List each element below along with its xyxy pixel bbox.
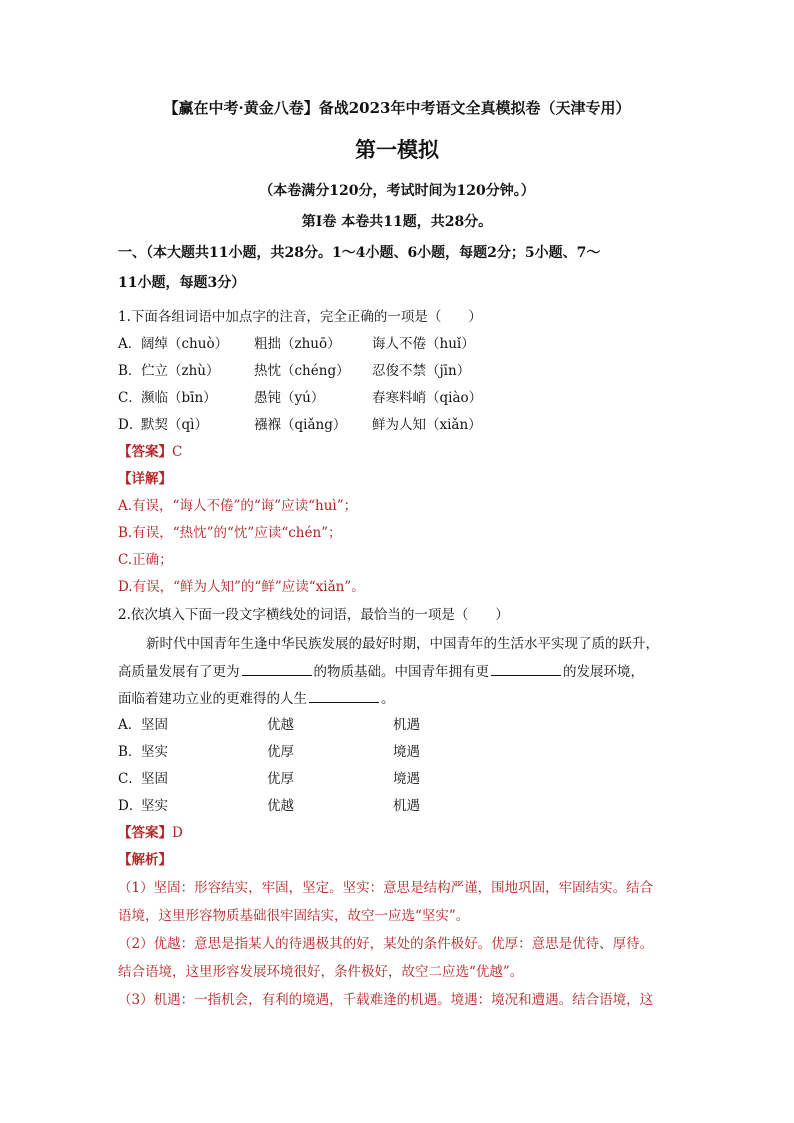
exam-title: 【赢在中考·黄金八卷】备战2023年中考语文全真模拟卷（天津专用） <box>163 99 631 117</box>
question-2-analysis-line3: （2）优越：意思是指某人的待遇极其的好，某处的条件极好。优厚：意思是优待、厚待。 <box>118 936 654 952</box>
option-word: 热忱（chéng） <box>254 363 350 379</box>
option-label: D． <box>118 798 143 814</box>
answer-tag: 【答案】 <box>118 444 172 460</box>
question-1-stem: 1.下面各组词语中加点字的注音，完全正确的一项是（ ） <box>118 309 482 325</box>
option-word: 阔绰（chuò） <box>141 336 229 352</box>
question-2-passage-line2 <box>118 660 644 680</box>
option-word: 春寒料峭（qiào） <box>372 390 483 406</box>
option-word: 粗拙（zhuō） <box>254 336 341 352</box>
fill-blank-2 <box>491 661 561 676</box>
fill-blank-1 <box>242 661 312 676</box>
option-word: 优厚 <box>267 771 294 787</box>
option-word: 优越 <box>267 717 294 733</box>
question-2-passage-line1: 新时代中国青年生逢中华民族发展的最好时期，中国青年的生活水平实现了质的跃升， <box>146 636 659 652</box>
option-word: 坚固 <box>141 717 168 733</box>
question-2-analysis-line1: （1）坚固：形容结实，牢固，坚定。坚实：意思是结构严谨，围地巩固，牢固结实。结合 <box>118 880 654 896</box>
option-word: 优越 <box>267 798 294 814</box>
option-word: 默契（qì） <box>141 417 208 433</box>
option-word: 坚实 <box>141 744 168 760</box>
score-note: （本卷满分120分，考试时间为120分钟。） <box>259 183 535 199</box>
option-label: A． <box>118 336 142 352</box>
option-word: 襁褓（qiǎng） <box>254 417 347 433</box>
option-word: 诲人不倦（huǐ） <box>372 336 475 352</box>
option-word: 机遇 <box>393 717 420 733</box>
option-word: 境遇 <box>393 744 420 760</box>
question-1-detail-b: B.有误，“热忱”的“忱”应读“chén”； <box>118 525 342 541</box>
question-2-passage-line3 <box>118 687 395 707</box>
option-word: 境遇 <box>393 771 420 787</box>
passage-text: 。 <box>381 691 395 707</box>
question-1-detail-d: D.有误，“鲜为人知”的“鲜”应读“xiǎn”。 <box>118 579 365 595</box>
option-word: 鲜为人知（xiǎn） <box>372 417 482 433</box>
option-word: 愚钝（yú） <box>254 390 325 406</box>
option-label: D． <box>118 417 143 433</box>
answer-value: C <box>172 444 183 460</box>
question-2-stem: 2.依次填入下面一段文字横线处的词语，最恰当的一项是（ ） <box>118 607 509 623</box>
option-word: 濒临（bīn） <box>141 390 217 406</box>
answer-tag: 【答案】 <box>118 825 172 841</box>
exam-subtitle: 第一模拟 <box>355 137 439 162</box>
question-2-analysis-line5: （3）机遇：一指机会，有利的境遇，千载难逢的机遇。境遇：境况和遭遇。结合语境，这 <box>118 992 654 1008</box>
passage-text: 高质量发展有了更为 <box>118 664 240 680</box>
question-1-detail-a: A.有误，“诲人不倦”的“诲”应读“huì”； <box>118 498 358 514</box>
question-1-detail-c: C.正确； <box>118 552 173 568</box>
option-word: 忍俊不禁（jīn） <box>372 363 471 379</box>
section-heading-line1: 一、（本大题共11小题，共28分。1～4小题、6小题，每题2分；5小题、7～ <box>118 245 601 261</box>
passage-text: 的物质基础。中国青年拥有更 <box>313 664 489 680</box>
option-word: 机遇 <box>393 798 420 814</box>
question-2-analysis-line2: 语境，这里形容物质基础很牢固结实，故空一应选“坚实”。 <box>118 908 470 924</box>
option-label: C． <box>118 771 142 787</box>
option-word: 优厚 <box>267 744 294 760</box>
option-label: A． <box>118 717 142 733</box>
part-title: 第Ⅰ卷 本卷共11题，共28分。 <box>301 214 493 230</box>
section-heading-line2: 11小题，每题3分） <box>118 275 246 291</box>
option-word: 坚实 <box>141 798 168 814</box>
option-label: C． <box>118 390 142 406</box>
passage-text: 面临着建功立业的更难得的人生 <box>118 691 307 707</box>
option-word: 伫立（zhù） <box>141 363 220 379</box>
question-2-answer <box>118 821 183 841</box>
question-1-answer <box>118 440 182 460</box>
passage-text: 的发展环境， <box>563 664 644 680</box>
option-word: 坚固 <box>141 771 168 787</box>
question-2-analysis-tag: 【解析】 <box>118 852 172 868</box>
question-1-detail-tag: 【详解】 <box>118 471 172 487</box>
option-label: B． <box>118 363 142 379</box>
answer-value: D <box>172 825 183 841</box>
question-2-analysis-line4: 结合语境，这里形容发展环境很好，条件极好，故空二应选“优越”。 <box>118 964 524 980</box>
option-label: B． <box>118 744 142 760</box>
fill-blank-3 <box>309 688 379 703</box>
